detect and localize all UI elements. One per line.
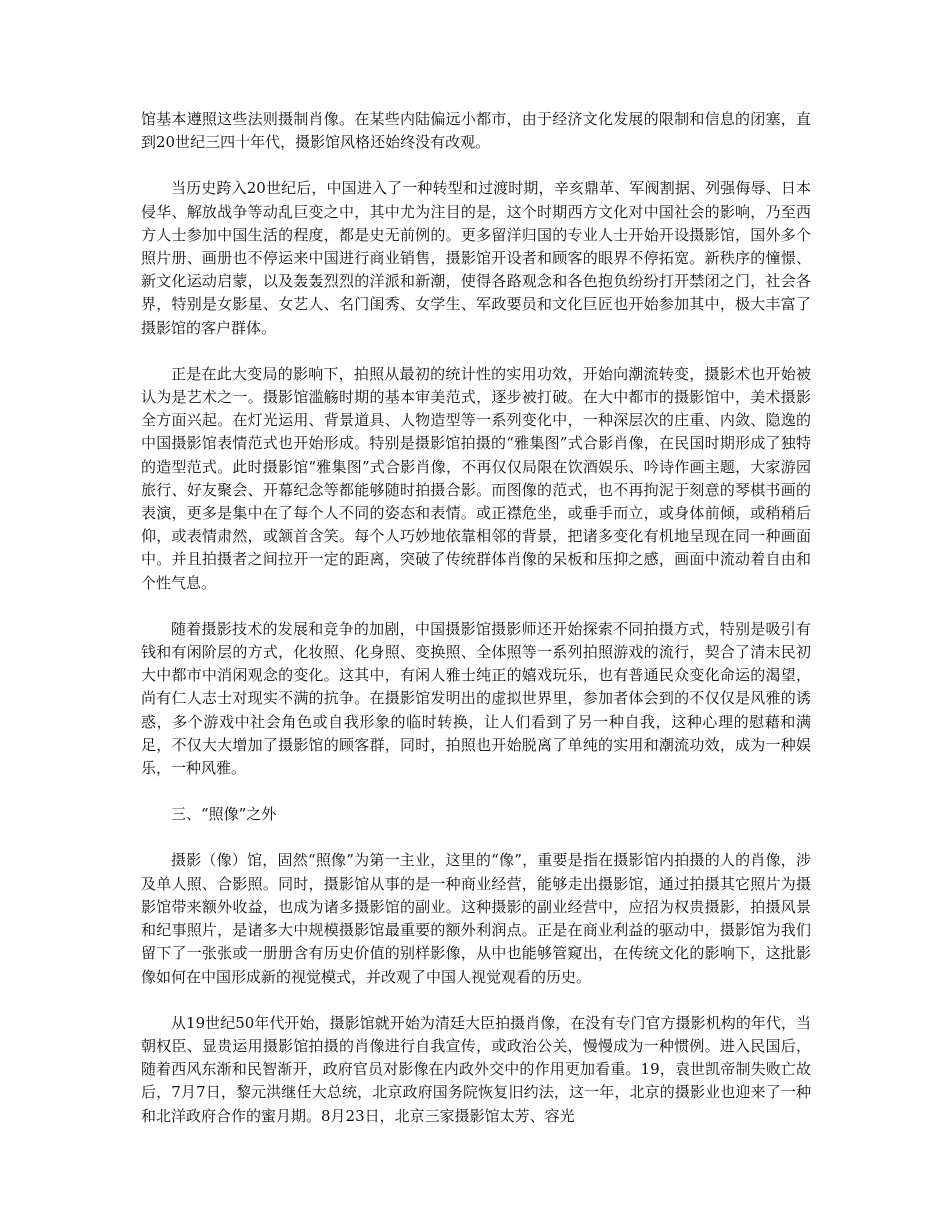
document-body — [141, 108, 811, 1151]
paragraph-side-business: 摄影（像）馆，固然“照像”为第一主业，这里的“像”，重要是指在摄影馆内拍摄的人的肖像，涉及单人照、合影照。同时，摄影馆从事的是一种商业经营，能够走出摄影馆，通过拍摄其它照片为摄影馆带来额外收益，也成为诸多摄影馆的副业。这种摄影的副业经营中，应招为权贵摄影，拍摄风景和纪事照片，是诸多大中规模摄影馆最重要的额外利润点。正是在商业利益的驱动中，摄影馆为我们留下了一张张或一册册含有历史价值的别样影像，从中也能够管窥出，在传统文化的影响下，这批影像如何在中国形成新的视觉模式，并改观了中国人视觉观看的历史。 — [141, 851, 811, 986]
paragraph-official-portraits: 从19世纪50年代开始，摄影馆就开始为清廷大臣拍摄肖像，在没有专门官方摄影机构的年代，当朝权臣、显贵运用摄影馆拍摄的肖像进行自我宣传，或政治公关，慢慢成为一种惯例。进入民国后，随着西风东渐和民智渐开，政府官员对影像在内政外交中的作用更加看重。19，袁世凯帝制失败亡故后，7月7日，黎元洪继任大总统，北京政府国务院恢复旧约法，这一年，北京的摄影业也迎来了一种和北洋政府合作的蜜月期。8月23日，北京三家摄影馆太芳、容光 — [141, 1013, 811, 1125]
paragraph-art-transition: 正是在此大变局的影响下，拍照从最初的统计性的实用功效，开始向潮流转变，摄影术也开始被认为是艺术之一。摄影馆滥觞时期的基本审美范式，逐步被打破。在大中都市的摄影馆中，美术摄影全方面兴起。在灯光运用、背景道具、人物造型等一系列变化中，一种深层次的庄重、内敛、隐逸的中国摄影馆表情范式也开始形成。特别是摄影馆拍摄的“雅集图”式合影肖像，在民国时期形成了独特的造型范式。此时摄影馆“雅集图”式合影肖像，不再仅仅局限在饮酒娱乐、吟诗作画主题，大家游园旅行、好友聚会、开幕纪念等都能够随时拍摄合影。而图像的范式，也不再拘泥于刻意的琴棋书画的表演，更多是集中在了每个人不同的姿态和表情。或正襟危坐，或垂手而立，或身体前倾，或稍稍后仰，或表情肃然，或颔首含笑。每个人巧妙地依靠相邻的背景，把诸多变化有机地呈现在同一种画面中。并且拍摄者之间拉开一定的距离，突破了传统群体肖像的呆板和压抑之感，画面中流动着自由和个性气息。 — [141, 364, 811, 592]
paragraph-photo-games: 随着摄影技术的发展和竞争的加剧，中国摄影馆摄影师还开始探索不同拍摄方式，特别是吸引有钱和有闲阶层的方式，化妆照、化身照、变换照、全体照等一系列拍照游戏的流行，契合了清末民初大中都市中消闲观念的变化。这其中，有闲人雅士纯正的嬉戏玩乐，也有普通民众变化命运的渴望，尚有仁人志士对现实不满的抗争。在摄影馆发明出的虚拟世界里，参加者体会到的不仅仅是风雅的诱惑，多个游戏中社会角色或自我形象的临时转换，让人们看到了另一种自我，这种心理的慰藉和满足，不仅大大增加了摄影馆的顾客群，同时，拍照也开始脱离了单纯的实用和潮流功效，成为一种娱乐，一种风雅。 — [141, 619, 811, 778]
paragraph-continuation: 馆基本遵照这些法则摄制肖像。在某些内陆偏远小都市，由于经济文化发展的限制和信息的闭塞，直到20世纪三四十年代，摄影馆风格还始终没有改观。 — [141, 110, 811, 152]
section-heading: 三、“照像”之外 — [171, 805, 277, 824]
paragraph-20th-century: 当历史跨入20世纪后，中国进入了一种转型和过渡时期，辛亥鼎革、军阀割据、列强侮辱、日本侵华、解放战争等动乱巨变之中，其中尤为注目的是，这个时期西方文化对中国社会的影响，乃至西方人士参加中国生活的程度，都是史无前例的。更多留洋归国的专业人士开始开设摄影馆，国外多个照片册、画册也不停运来中国进行商业销售，摄影馆开设者和顾客的眼界不停拓宽。新秩序的憧憬、新文化运动启蒙，以及轰轰烈烈的洋派和新潮，使得各路观念和各色抱负纷纷打开禁闭之门，社会各界，特别是女影星、女艺人、名门闺秀、女学生、军政要员和文化巨匠也开始参加其中，极大丰富了摄影馆的客户群体。 — [141, 179, 811, 337]
